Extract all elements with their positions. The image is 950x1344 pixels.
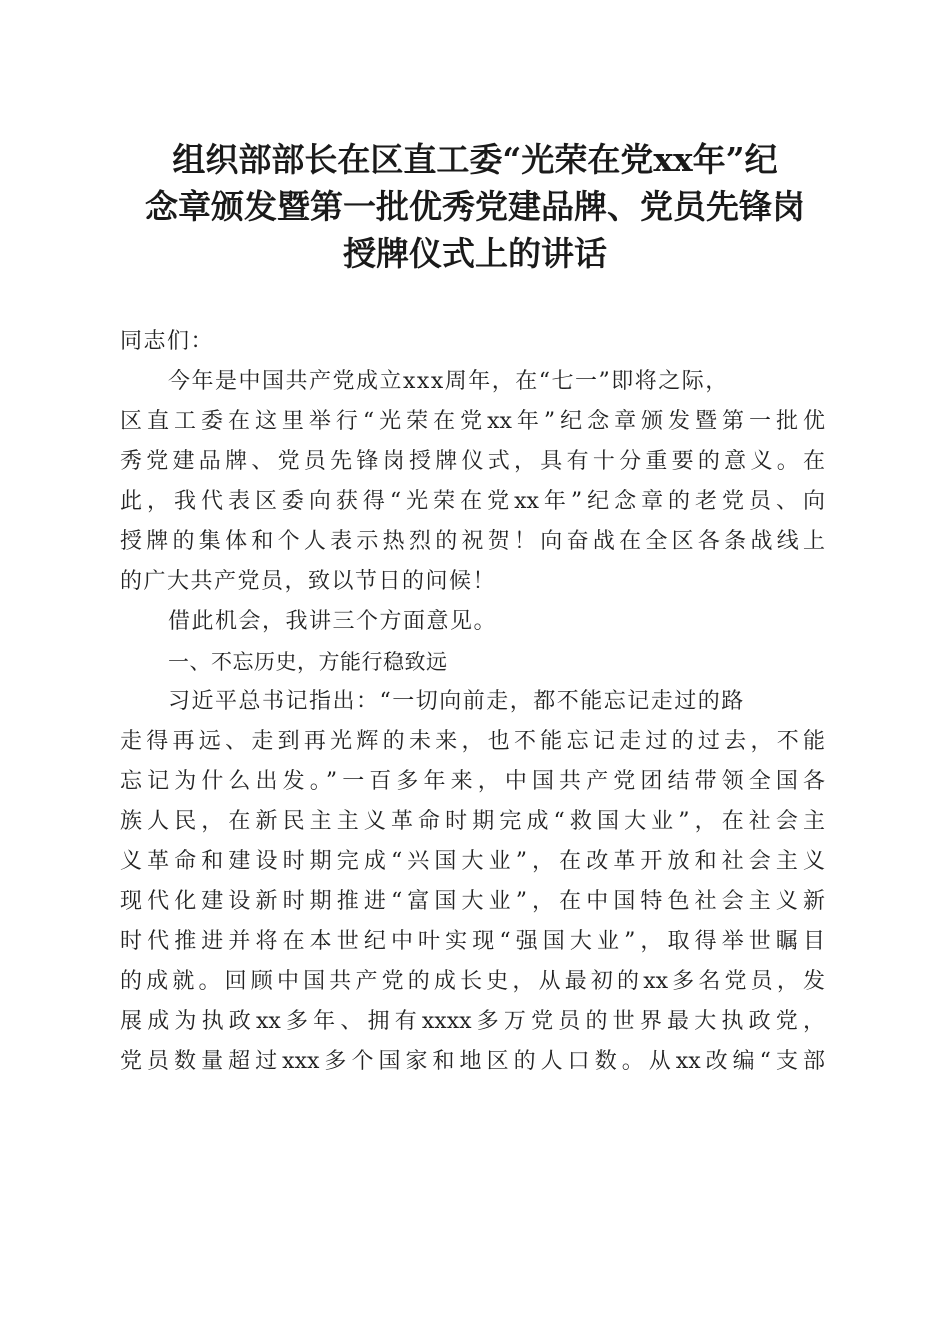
paragraph-line: 习近平总书记指出：“一切向前走，都不能忘记走过的路	[168, 689, 745, 714]
paragraph-line: 区直工委在这里举行“光荣在党xx年”纪念章颁发暨第一批优	[120, 409, 825, 434]
document-title	[110, 136, 840, 277]
paragraph-line: 的成就。回顾中国共产党的成长史，从最初的xx多名党员，发	[120, 969, 825, 994]
paragraph-opening	[120, 362, 825, 602]
paragraph-line: 时代推进并将在本世纪中叶实现“强国大业”，取得举世瞩目	[120, 929, 825, 954]
paragraph-line: 走得再远、走到再光辉的未来，也不能忘记走过的过去，不能	[120, 729, 825, 754]
section-heading: 一、不忘历史，方能行稳致远	[168, 650, 448, 674]
paragraph-line: 义革命和建设时期完成“兴国大业”，在改革开放和社会主义	[120, 849, 825, 874]
paragraph-intro: 借此机会，我讲三个方面意见。	[168, 609, 498, 634]
salutation: 同志们：	[120, 329, 215, 354]
document-body	[120, 322, 825, 1082]
paragraph-line: 秀党建品牌、党员先锋岗授牌仪式，具有十分重要的意义。在	[120, 449, 825, 474]
title-line: 授牌仪式上的讲话	[343, 234, 607, 273]
paragraph-line: 党员数量超过xxx多个国家和地区的人口数。从xx改编“支部	[120, 1049, 825, 1074]
paragraph-line: 展成为执政xx多年、拥有xxxx多万党员的世界最大执政党，	[120, 1009, 825, 1034]
paragraph-line: 现代化建设新时期推进“富国大业”，在中国特色社会主义新	[120, 889, 825, 914]
paragraph-line: 的广大共产党员，致以节日的问候！	[120, 569, 497, 594]
paragraph-line: 忘记为什么出发。”一百多年来，中国共产党团结带领全国各	[120, 769, 825, 794]
paragraph-line: 族人民，在新民主主义革命时期完成“救国大业”，在社会主	[120, 809, 825, 834]
paragraph-line: 授牌的集体和个人表示热烈的祝贺！向奋战在全区各条战线上	[120, 529, 825, 554]
paragraph-line: 此，我代表区委向获得“光荣在党xx年”纪念章的老党员、向	[120, 489, 825, 514]
paragraph-history	[120, 682, 825, 1082]
title-line: 念章颁发暨第一批优秀党建品牌、党员先锋岗	[145, 187, 805, 226]
title-line: 组织部部长在区直工委“光荣在党xx年”纪	[172, 140, 778, 179]
paragraph-line: 今年是中国共产党成立xxx周年，在“七一”即将之际，	[168, 369, 729, 394]
